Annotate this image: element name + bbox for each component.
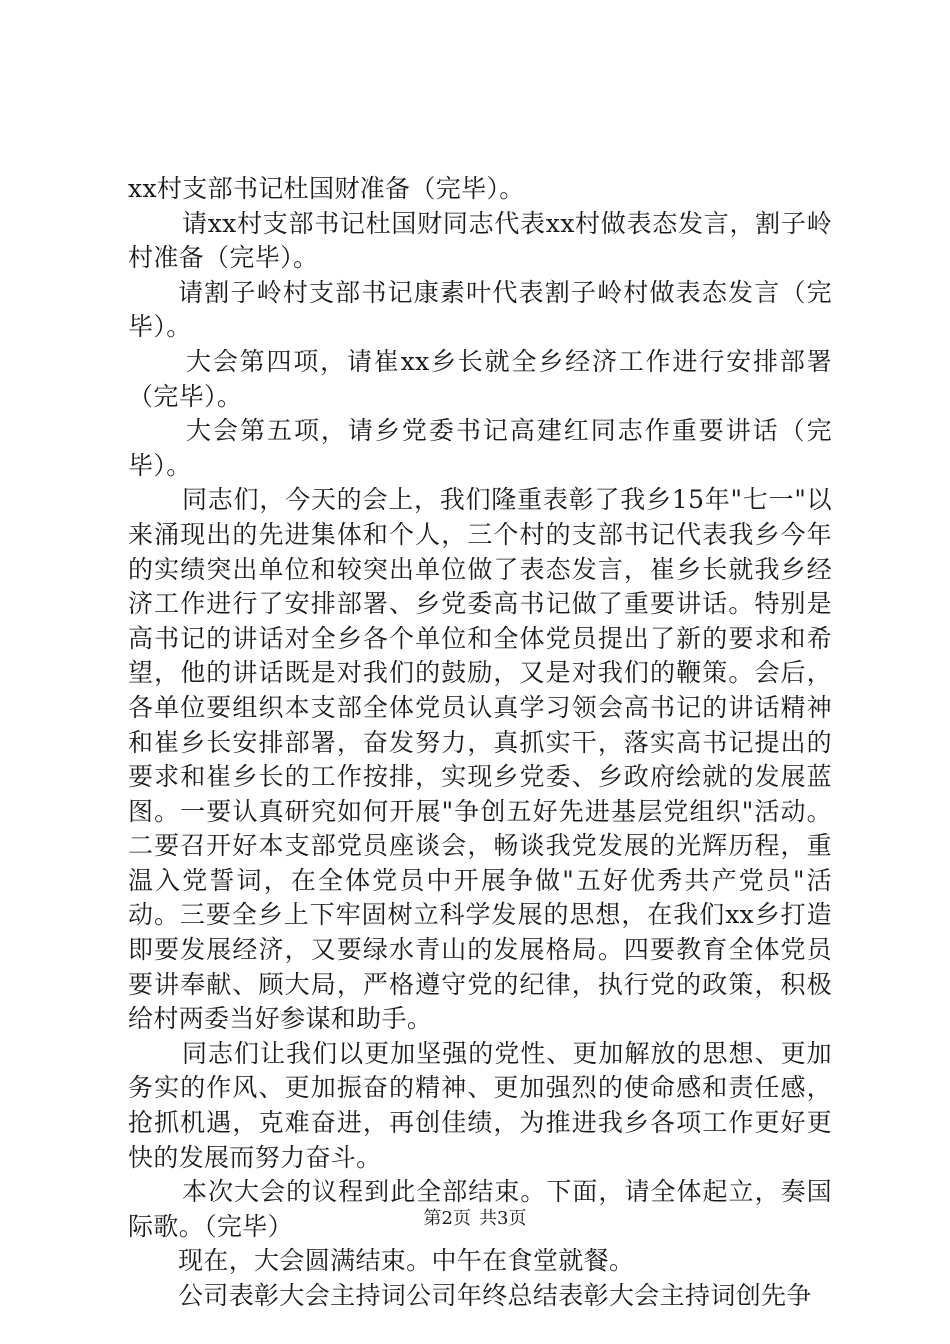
paragraph-5: 大会第五项，请乡党委书记高建红同志作重要讲话（完毕）。 (128, 416, 832, 480)
paragraph-4: 大会第四项，请崔xx乡长就全乡经济工作进行安排部署（完毕）。 (128, 346, 832, 411)
paragraph-8: 本次大会的议程到此全部结束。下面，请全体起立，奏国际歌。（完毕） (128, 1177, 832, 1241)
paragraph-2: 请xx村支部书记杜国财同志代表xx村做表态发言，割子岭村准备（完毕）。 (128, 208, 832, 273)
paragraph-9: 现在，大会圆满结束。中午在食堂就餐。 (178, 1246, 635, 1276)
paragraph-10: 公司表彰大会主持词公司年终总结表彰大会主持词创先争 (178, 1281, 812, 1310)
page-number: 第2页 (423, 1208, 471, 1229)
paragraph-7: 同志们让我们以更加坚强的党性、更加解放的思想、更加务实的作风、更加振奋的精神、更加强烈的使命感和责任感，抢抓机遇，克难奋进，再创佳绩，为推进我乡各项工作更好更快的发展而努力奋斗。 (128, 1038, 832, 1172)
page-total: 共3页 (479, 1208, 527, 1229)
paragraph-3: 请割子岭村支部书记康素叶代表割子岭村做表态发言（完毕）。 (128, 277, 832, 342)
paragraph-6: 同志们，今天的会上，我们隆重表彰了我乡15年"七一"以来涌现出的先进集体和个人，三个村的支部书记代表我乡今年的实绩突出单位和较突出单位做了表态发言，崔乡长就我乡经济工作进行了安排部署、乡党委高书记做了重要讲话。特别是高书记的讲话对全乡各个单位和全体党员提出了新的要求和希望，他的讲话既是对我们的鼓励，又是对我们的鞭策。会后，各单位要组织本支部全体党员认真学习领会高书记的讲话精神和崔乡长安排部署，奋发努力，真抓实干，落实高书记提出的要求和崔乡长的工作按排，实现乡党委、乡政府绘就的发展蓝图。一要认真研究如何开展"争创五好先进基层党组织"活动。二要召开好本支部党员座谈会，畅谈我党发展的光辉历程，重温入党誓词，在全体党员中开展争做"五好优秀共产党员"活动。三要全乡上下牢固树立科学发展的思想，在我们xx乡打造即要发展经济，又要绿水青山的发展格局。四要教育全体党员要讲奉献、顾大局，严格遵守党的纪律，执行党的政策，积极给村两委当好参谋和助手。 (128, 485, 832, 1034)
paragraph-1: xx村支部书记杜国财准备（完毕）。 (128, 174, 525, 203)
document-body (128, 172, 832, 1314)
page-footer (0, 1207, 950, 1231)
